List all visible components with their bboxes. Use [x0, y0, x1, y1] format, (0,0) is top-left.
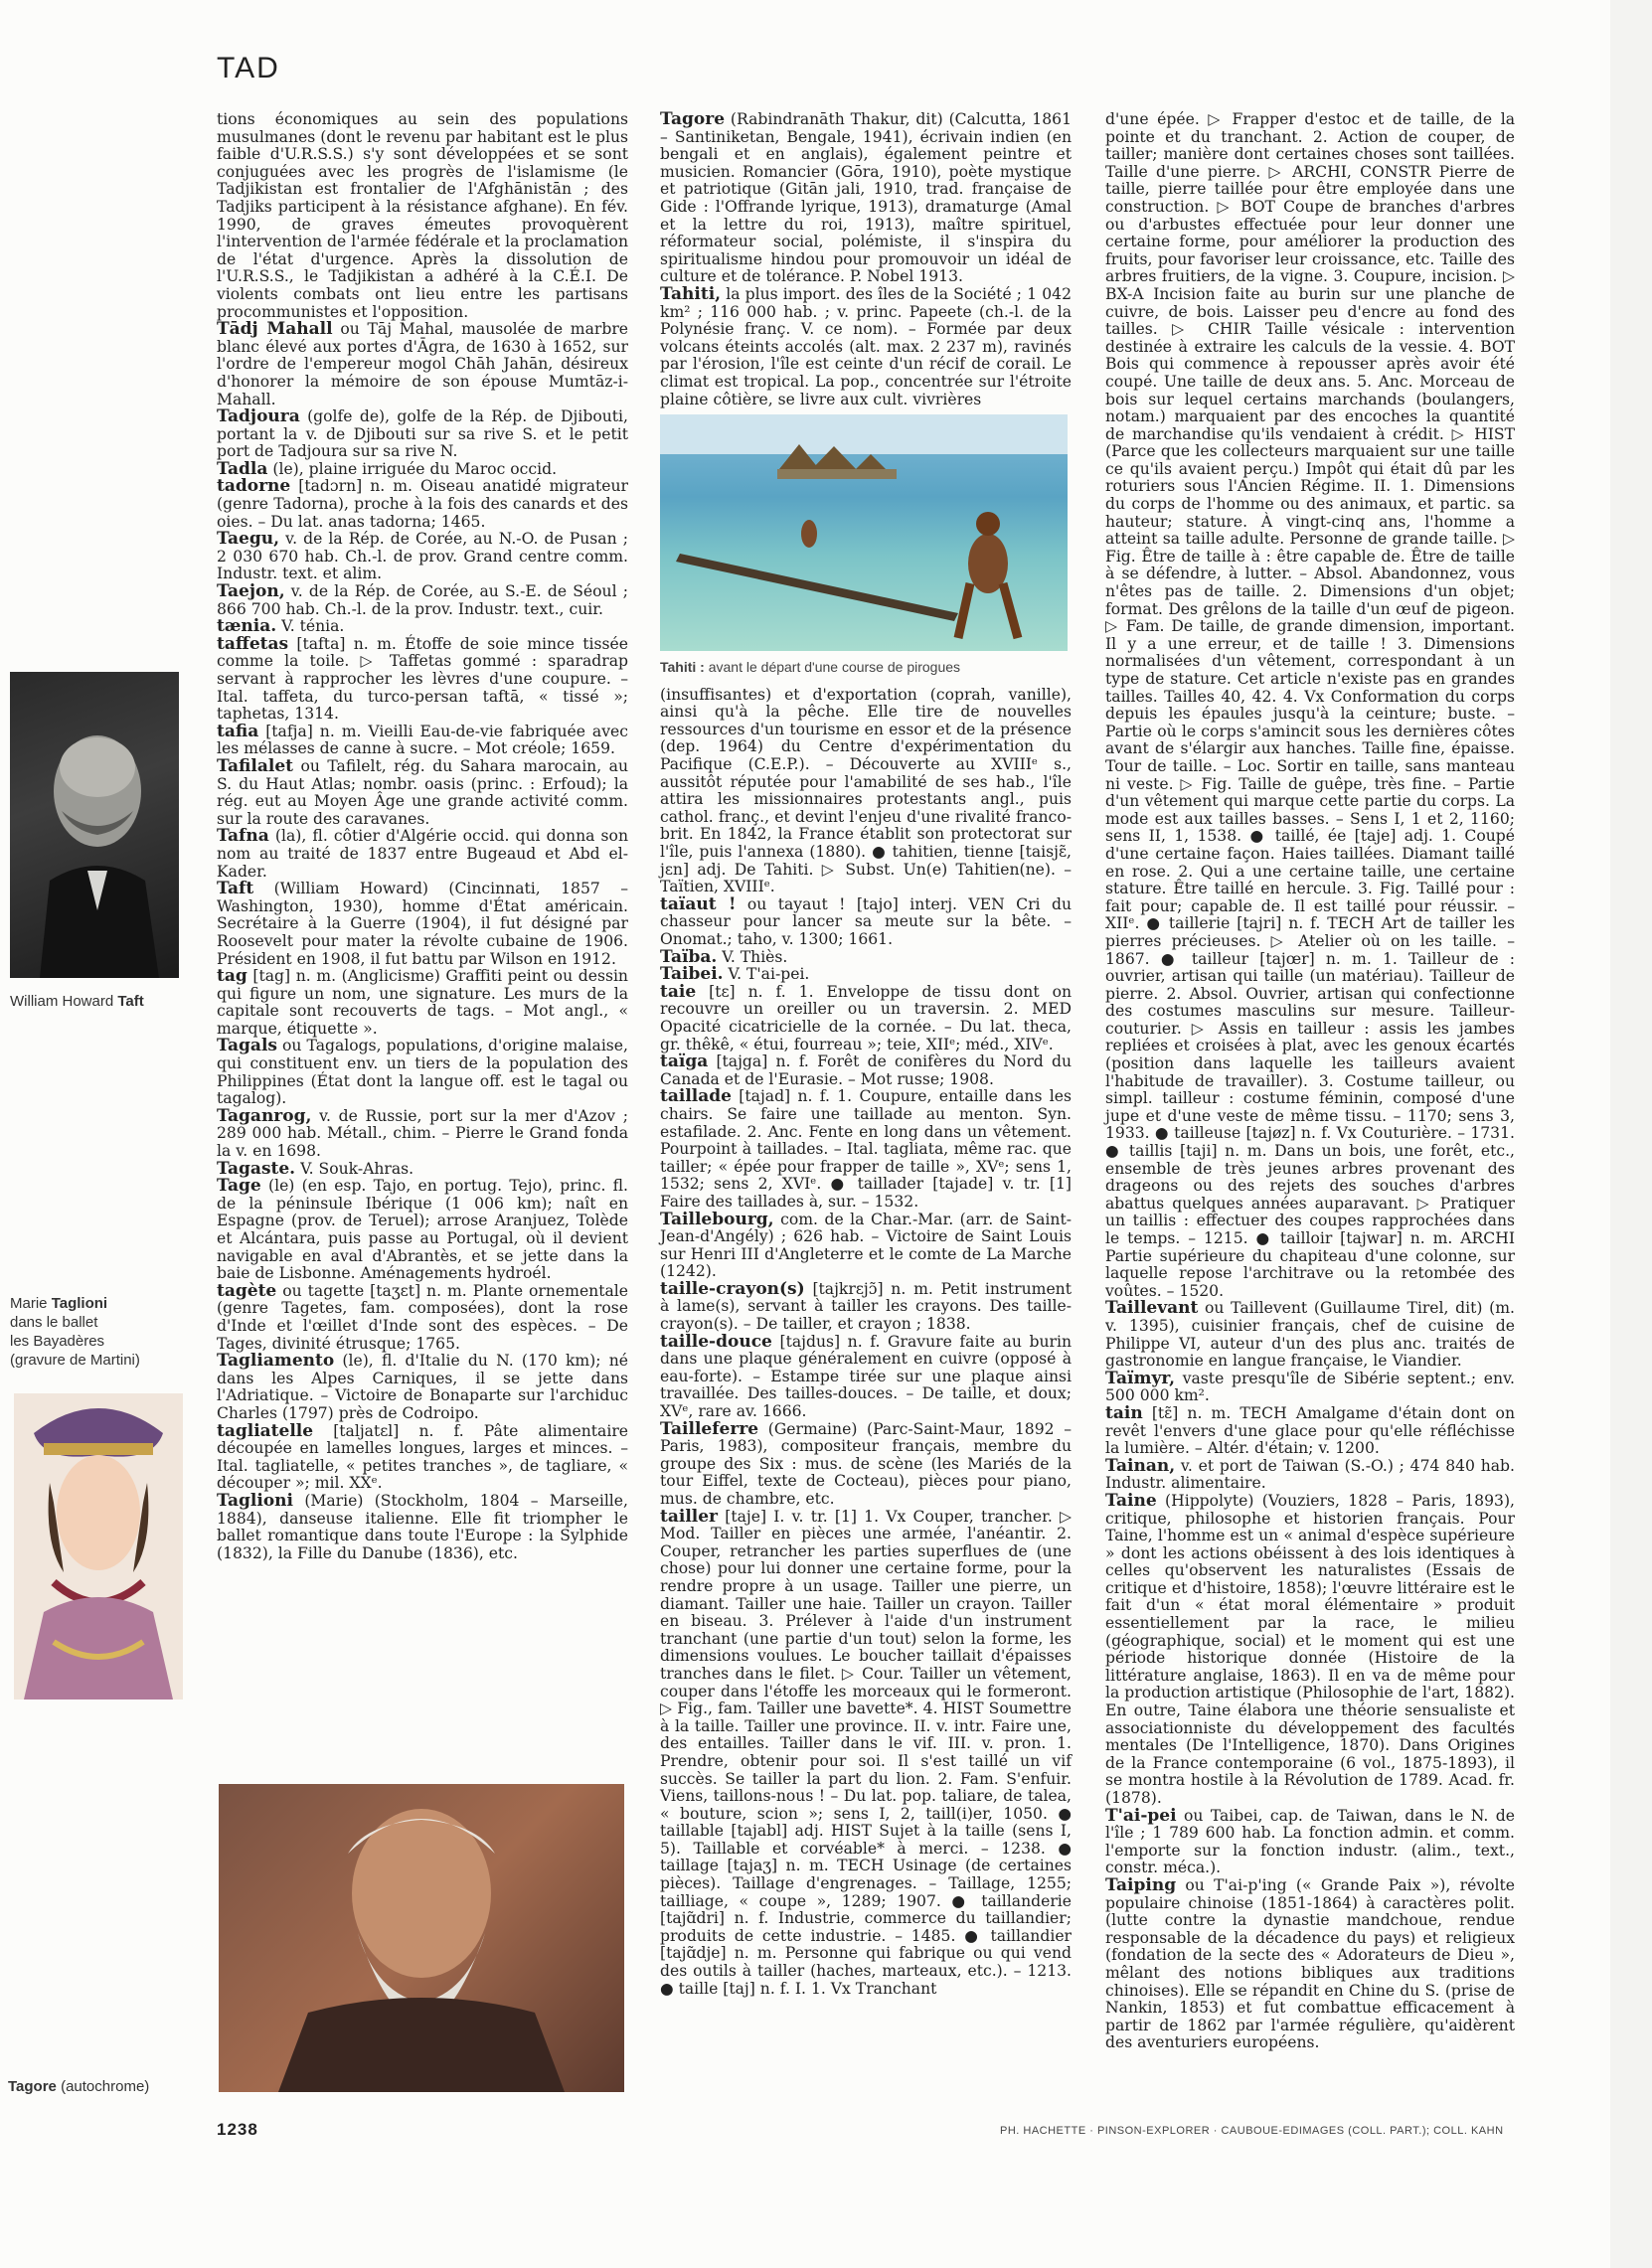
taglioni-caption-name: Marie: [10, 1295, 48, 1312]
dictionary-entry: [660, 893, 1072, 949]
entry-headword: tænia.: [217, 616, 277, 637]
entry-text: [taljatɛl] n. f. Pâte alimentaire découpée en lamelles longues, larges et minces. – Ital. tagliatelle, « petites tranches », de tagliare, « découper »; mil. XXᵉ.: [217, 1421, 629, 1493]
dictionary-entry: [217, 1178, 628, 1283]
entry-text: (William Howard) (Cincinnati, 1857 – Washington, 1930), homme d'État américain. Secrétaire à la Guerre (1904), il fut désigné par Roosevelt pour mater la révolte cubaine de 1906. Président en 1908, il fut battu par Wilson en 1912.: [217, 880, 628, 968]
dictionary-entry: [1105, 1402, 1515, 1458]
tagore-caption: [8, 2077, 149, 2096]
entry-text: (le) (en esp. Tajo, en portug. Tejo), princ. fl. de la péninsule Ibérique (1 006 km); naît en Espagne (prov. de Teruel); arrose Aranjuez, Tolède et Alcántara, puis passe au Portugal, où il devient navigable en aval d'Abrantès, et se jette dans la baie de Lisbonne. Aménagements hydroél.: [217, 1177, 628, 1283]
entry-headword: Taïmyr,: [1105, 1368, 1176, 1388]
entry-headword: tailler: [660, 1506, 719, 1527]
dictionary-entry: [660, 1331, 1072, 1421]
dictionary-entry: [660, 1088, 1072, 1211]
entry-text: d'une épée. ▷ Frapper d'estoc et de taille, de la pointe et du tranchant. 2. Action de couper, de tailler; manière dont certaines choses sont taillées. Taille d'une pierre. ▷ ARCHI, CONSTR Pierre de taille, pierre taillée pour être employée dans une construction. ▷ BOT Coupe de branches d'arbres ou d'arbustes effectuée pour leur donner une certaine forme, pour améliorer la production des fruits, pour favoriser leur croissance, etc. Taille des arbres fruitiers, de la vigne. 3. Coupure, incision. ▷ BX-A Incision faite au burin sur une planche de cuivre, de bois. Laisser peu d'encre au fond des tailles. ▷ CHIR Taille vésicale : intervention destinée à extraire les calculs de la vessie. 4. BOT Bois qui commence à repousser après avoir été coupé. Une taille de deux ans. 5. Anc. Morceau de bois sur lequel certains marchands (boulangers, notam.) marquaient par des encoches la quantité de marchandise qu'ils vendaient à crédit. ▷ HIST (Parce que les collecteurs marquaient sur une taille ce qu'ils avaient perçu.) Impôt qui était dû par les roturiers sous l'Ancien Régime. II. 1. Dimensions du corps de l'homme ou des animaux, et partic. sa hauteur; stature. À vingt-cinq ans, l'homme a atteint sa taille adulte. Personne de grande taille. ▷ Fig. Être de taille à : être capable de. Être de taille à se défendre, à lutter. – Absol. Abandonnez, vous n'êtes pas de taille. 2. Dimensions d'un objet; format. Des grêlons de la taille d'un œuf de pigeon. ▷ Fam. De taille, de grande dimension, important. Il y a une erreur, et de taille ! 3. Dimensions normalisées d'un vêtement, correspondant à un type de stature. Cet article n'existe pas en grandes tailles. Tailles 40, 42. 4. Vx Conformation du corps depuis les épaules jusqu'à la ceinture; buste. – Partie où le corps s'amincit sous les dernières côtes avant de s'élargir aux hanches. Taille fine, épaisse. Tour de taille. – Loc. Sortir en taille, sans manteau ni veste. ▷ Fig. Taille de guêpe, très fine. – Partie d'un vêtement qui marque cette partie du corps. La mode est aux tailles basses. – Sens I, 1 et 2, 1160; sens II, 1, 1538. ● taillé, ée [taje] adj. 1. Coupé d'une certaine façon. Haies taillées. Diamant taillé en rose. 2. Qui a une certaine taille, une certaine stature. Être taillé en hercule. 3. Fig. Taillé pour : fait pour; capable de. Il est taillé pour réussir. – XIIᵉ. ● taillerie [tajri] n. f. TECH Art de tailler les pierres précieuses. ▷ Atelier où on les taille. – 1867. ● tailleur [tajœr] n. m. 1. Tailleur de : ouvrier, artisan qui taille (un matériau). Tailleur de pierre. 2. Absol. Ouvrier, artisan qui confectionne des costumes masculins sur mesure. Tailleur-couturier. ▷ Assis en tailleur : assis les jambes repliées et croisées à plat, avec les genoux écartés (position dans laquelle les tailleurs avaient l'habitude de travailler). 3. Costume tailleur, ou simpl. tailleur : costume féminin, composé d'une jupe et d'une veste de même tissu. – 1170; sens 3, 1933. ● tailleuse [tajøz] n. f. Vx Couturière. – 1731. ● taillis [taji] n. m. Dans un bois, une forêt, etc., ensemble de très jeunes arbres provenant des drageons ou des rejets des souches d'arbres abattus quelques années auparavant. ▷ Pratiquer un taillis : effectuer des coupes rapprochées dans le temps. – 1215. ● tailloir [tajwar] n. m. ARCHI Partie supérieure du chapiteau d'une colonne, sur laquelle repose l'architrave ou la retombée des voûtes. – 1520.: [1105, 110, 1515, 1300]
entry-headword: taille-douce: [660, 1331, 772, 1352]
entry-headword: Tafna: [217, 826, 269, 847]
taft-caption: [10, 992, 144, 1011]
taft-caption-name: William Howard: [10, 993, 114, 1010]
entry-text: com. de la Char.-Mar. (arr. de Saint-Jean-d'Angély) ; 626 hab. – Victoire de Saint Louis sur Henri III d'Angleterre et le comte de La Marche (1242).: [660, 1210, 1072, 1281]
entry-headword: Taillevant: [1105, 1298, 1199, 1319]
entry-headword: Taft: [217, 879, 254, 899]
dictionary-entry: [217, 111, 628, 321]
dictionary-entry: [217, 881, 628, 968]
tagore-caption-rest: (autochrome): [61, 2078, 150, 2095]
entry-headword: Tagals: [217, 1036, 277, 1056]
dictionary-entry: [660, 1278, 1072, 1334]
dictionary-entry: [217, 1280, 628, 1353]
entry-text: ou tagette [taʒɛt] n. m. Plante ornementale (genre Tagetes, fam. composées), dont la rose d'Inde et l'œillet d'Inde sont des espèces. – De Tages, divinité étrusque; 1765.: [217, 1281, 628, 1353]
entry-text: ou Taibei, cap. de Taiwan, dans le N. de l'île ; 1 789 600 hab. La fonction admin. et comm. l'emporte sur la fonction industr. (alim., text., constr. méca.).: [1105, 1806, 1515, 1877]
entry-text: (Marie) (Stockholm, 1804 – Marseille, 1884), danseuse italienne. Elle fit triompher le ballet romantique dans toute l'Europe : la Sylphide (1832), la Fille du Danube (1836), etc.: [217, 1491, 628, 1562]
dictionary-entry: [1105, 1874, 1515, 2052]
page-number: 1238: [217, 2120, 258, 2139]
dictionary-entry: [1105, 1455, 1515, 1493]
entry-text: (le), plaine irriguée du Maroc occid.: [272, 459, 558, 478]
entry-text: v. et port de Taiwan (S.-O.) ; 474 840 hab. Industr. alimentaire.: [1105, 1456, 1515, 1493]
taglioni-caption-line3: les Bayadères: [10, 1333, 105, 1350]
entry-text: [tajad] n. f. 1. Coupure, entaille dans les chairs. Se faire une taillade au menton. Syn. estafilade. 2. Anc. Fente en long dans un vêtement. Pourpoint à taillades. – Ital. tagliata, même rac. que tailler; « épée pour frapper de taille », XVᵉ; sens 1, 1532; sens 2, XVIᵉ. ● taillader [tajade] v. tr. [1] Faire des taillades à, sur. – 1532.: [660, 1087, 1072, 1211]
entry-text: [tajdus] n. f. Gravure faite au burin dans une plaque généralement en cuivre (opposé à eau-forte). – Estampe tirée sur une plaque ainsi travaillée. Des tailles-douces. – De taille, et doux; XVᵉ, rare av. 1666.: [660, 1332, 1072, 1421]
dictionary-entry: [660, 966, 1072, 984]
entry-headword: Tainan,: [1105, 1455, 1176, 1476]
taft-caption-bold: Taft: [117, 993, 144, 1010]
dictionary-entry: [217, 1490, 628, 1562]
entry-headword: Taglioni: [217, 1490, 293, 1511]
dictionary-entry: [217, 408, 628, 461]
tagore-autochrome: [219, 1784, 624, 2092]
entry-text: [tajkrɛjɔ̃] n. m. Petit instrument à lame(s), servant à tailler les crayons. Des taille-crayon(s). – De tailler, et crayon ; 1838.: [660, 1279, 1072, 1334]
entry-text: V. Souk-Ahras.: [300, 1159, 414, 1178]
entry-headword: Tage: [217, 1176, 261, 1197]
entry-headword: tag: [217, 966, 248, 987]
entry-headword: Tadla: [217, 458, 268, 479]
dictionary-entry: [217, 1353, 628, 1422]
taglioni-caption-line4: (gravure de Martini): [10, 1352, 140, 1369]
dictionary-entry: [217, 633, 628, 724]
dictionary-entry: [660, 1506, 1072, 1999]
entry-headword: Tagaste.: [217, 1158, 296, 1179]
entry-headword: T'ai-pei: [1105, 1805, 1177, 1826]
entry-text: [tafja] n. m. Vieilli Eau-de-vie fabriquée avec les mélasses de canne à sucre. – Mot créole; 1659.: [217, 722, 628, 758]
entry-text: ou Tafilelt, rég. du Sahara marocain, au S. du Haut Atlas; nombr. oasis (princ. : Erfoud); la rég. eut au Moyen Âge une grande activité comm. sur la route des caravanes.: [217, 756, 628, 828]
entry-text: ou Tagalogs, populations, d'origine malaise, qui constituent env. un tiers de la population des Philippines (État dont la langue off. est le tagal ou tagalog).: [217, 1037, 628, 1108]
entry-headword: Taganrog,: [217, 1105, 312, 1126]
entry-headword: taïga: [660, 1052, 709, 1072]
entry-text: [taje] I. v. tr. [1] 1. Vx Couper, trancher. ▷ Mod. Tailler en pièces une armée, l'anéantir. 2. Couper, retrancher les parties superflues de (une chose) pour lui donner une certaine forme, pour la rendre propre à un usage. Tailler une pierre, un diamant. Tailler une haie. Tailler un crayon. Tailler en biseau. 3. Prélever à l'aide d'un instrument tranchant (une partie d'un tout) selon la forme, les dimensions voulues. Le boucher taillait d'épaisses tranches dans le filet. ▷ Cour. Tailler un vêtement, couper dans l'étoffe les morceaux qui le formeront. ▷ Fig., fam. Tailler une bavette*. 4. HIST Soumettre à la taille. Tailler une province. II. v. intr. Faire une, des entailles. Tailler dans le vif. III. v. pron. 1. Prendre, obtenir pour soi. Il s'est taillé un vif succès. Se tailler la part du lion. 2. Fam. S'enfuir. Viens, taillons-nous ! – Du lat. pop. taliare, de talea, « bouture, scion »; sens I, 2, taill(i)er, 1050. ● taillable [tajabl] adj. HIST Sujet à la taille (sens I, 5). Taillable et corvéable* à merci. – 1238. ● taillage [tajaʒ] n. m. TECH Usinage (de certaines pièces). Taillage d'engrenages. – Taillage, 1255; tailliage, « coupe », 1289; 1907. ● taillanderie [tajɑ̃dri] n. f. Industrie, commerce du taillandier; produits de cette industrie. – 1485. ● taillandier [tajɑ̃dje] n. m. Personne qui fabrique ou qui vend des outils à tailler (haches, marteaux, etc.). – 1213. ● taille [taj] n. f. I. 1. Vx Tranchant: [660, 1507, 1072, 1998]
tahiti-photo-image: [660, 414, 1068, 651]
dictionary-entry: [217, 321, 628, 408]
entry-text: [tafta] n. m. Étoffe de soie mince tissée comme la toile. ▷ Taffetas gommé : sparadrap servant à rapprocher les lèvres d'une coupure. – Ital. taffeta, du turco-persan taftā, « tissé »; taphetas, 1314.: [217, 634, 628, 724]
dictionary-entry: [660, 1209, 1072, 1281]
photo-credits: PH. HACHETTE · PINSON-EXPLORER · CAUBOUE-EDIMAGES (COLL. PART.); COLL. KAHN: [1000, 2125, 1504, 2137]
dictionary-entry: [217, 1038, 628, 1107]
entry-text: (Germaine) (Parc-Saint-Maur, 1892 – Paris, 1983), compositeur français, membre du groupe des Six : mus. de scène (les Mariés de la tour Eiffel, texte de Cocteau), pièces pour piano, mus. de chambre, etc.: [660, 1419, 1072, 1508]
entry-text: V. Thiès.: [722, 947, 788, 966]
tagore-autochrome-image: [219, 1784, 624, 2092]
taglioni-engraving-image: [14, 1393, 183, 1700]
dictionary-entry: [660, 1418, 1072, 1509]
entry-headword: Tagliamento: [217, 1351, 335, 1372]
entry-text: tions économiques au sein des populations musulmanes (dont le revenu par habitant est le plus faible d'U.R.S.S.) s'y sont développées et se sont conjuguées avec les progrès de l'islamisme (le Tadjikistan est frontalier de l'Afghānistān ; des Tadjiks participent à la résistance afghane). En fév. 1990, de graves émeutes provoquèrent l'intervention de l'armée fédérale et la proclamation de l'état d'urgence. Après la dissolution de l'U.R.S.S., le Tadjikistan a adhéré à la C.É.I. De violents combats ont lieu entre les partisans procommunistes et l'opposition.: [217, 110, 628, 321]
taglioni-caption-line2: dans le ballet: [10, 1314, 98, 1331]
entry-headword: taie: [660, 981, 697, 1002]
entry-headword: Taiping: [1105, 1874, 1177, 1895]
entry-text: (golfe de), golfe de la Rép. de Djibouti, portant la v. de Djibouti sur sa rive S. et le petit port de Tadjoura sur sa rive N.: [217, 407, 628, 461]
entry-headword: Tadjoura: [217, 406, 300, 427]
entry-text: (Rabindranāth Thakur, dit) (Calcutta, 1861 – Santiniketan, Bengale, 1941), écrivain indien (en bengali et en anglais), également peintre et musicien. Romancier (Gōra, 1910), poète mystique et patriotique (Gitān jali, 1910, trad. française de Gide : l'Offrande lyrique, 1913), dramaturge (Amal et la lettre du roi, 1913), maître spirituel, réformateur social, polémiste, il s'inspira du spiritualisme hindou pour promouvoir un idéal de culture et de tolérance. P. Nobel 1913.: [660, 110, 1072, 286]
taglioni-caption-bold: Taglioni: [51, 1295, 108, 1312]
entry-text: (insuffisantes) et d'exportation (coprah, vanille), ainsi qu'à la pêche. Elle tire de nouvelles ressources d'un tourisme en essor et de la présence (dep. 1964) du Centre d'expérimentation du Pacifique (C.E.P.). – Découverte au XVIIIᵉ s., aussitôt réputée pour l'amabilité de ses hab., l'île attira les missionnaires protestants angl., puis cathol. franç., et devint l'enjeu d'une rivalité franco-brit. En 1842, la France établit son protectorat sur l'île, puis l'annexa (1880). ● tahitien, tienne [taisjɛ̃, jɛn] adj. De Tahiti. ▷ Subst. Un(e) Tahitien(ne). – Taïtien, XVIIIᵉ.: [660, 685, 1072, 896]
entry-text: vaste presqu'île de Sibérie septent.; env. 500 000 km².: [1105, 1369, 1515, 1405]
entry-text: ou Taillevent (Guillaume Tirel, dit) (m. v. 1395), cuisinier français, chef de cuisine de Philippe VI, auteur d'un des plus anc. traités de gastronomie en langue française, le Viandier.: [1105, 1299, 1515, 1371]
column-1: [217, 111, 628, 1562]
page-edge: [1610, 0, 1652, 2268]
dictionary-entry: [217, 968, 628, 1038]
dictionary-entry: [660, 283, 1072, 408]
entry-text: [tɛ̃] n. m. TECH Amalgame d'étain dont on revêt l'envers d'une glace pour qu'elle réfléchisse la lumière. – Altér. d'étain; v. 1200.: [1105, 1403, 1515, 1458]
dictionary-entry: [1105, 1368, 1515, 1405]
entry-headword: taille-crayon(s): [660, 1278, 805, 1299]
entry-headword: tagliatelle: [217, 1420, 314, 1441]
dictionary-entry: [217, 1420, 629, 1493]
entry-text: [tɛ] n. f. 1. Enveloppe de tissu dont on recouvre un oreiller ou un traversin. 2. MED Opacité cicatricielle de la cornée. – Du lat. theca, gr. thêkê, « étui, fourreau »; teie, XIIᵉ; méd., XIVᵉ.: [660, 982, 1072, 1053]
dictionary-entry: [217, 478, 628, 531]
dictionary-entry: [217, 531, 628, 583]
entry-headword: Tādj Mahall: [217, 319, 333, 340]
entry-text: v. de Russie, port sur la mer d'Azov ; 289 000 hab. Métall., chim. – Pierre le Grand fonda la v. en 1698.: [217, 1106, 628, 1161]
entry-headword: Taïba.: [660, 946, 718, 967]
tahiti-caption: [660, 659, 1072, 677]
entry-text: V. T'ai-pei.: [728, 965, 810, 984]
dictionary-entry: [1105, 111, 1515, 1300]
dictionary-entry: [217, 1158, 628, 1179]
entry-text: (la), fl. côtier d'Algérie occid. qui donna son nom au traité de 1837 entre Bugeaud et Abd el-Kader.: [217, 827, 628, 881]
entry-headword: Taibei.: [660, 964, 724, 985]
entry-headword: tagète: [217, 1280, 277, 1301]
dictionary-entry: [1105, 1490, 1515, 1808]
entry-headword: Tahiti,: [660, 283, 722, 304]
tahiti-caption-rest: avant le départ d'une course de pirogues: [708, 659, 961, 676]
running-head: TAD: [217, 52, 280, 84]
dictionary-entry: [660, 981, 1072, 1053]
taglioni-caption: [10, 1294, 140, 1370]
entry-headword: Taejon,: [217, 581, 285, 602]
entry-headword: tadorne: [217, 476, 291, 497]
entry-text: ou tayaut ! [tajo] interj. VEN Cri du chasseur pour lancer sa meute sur la bête. – Onomat.; taho, v. 1300; 1661.: [660, 894, 1072, 948]
dictionary-entry: [660, 687, 1072, 896]
entry-headword: Taillebourg,: [660, 1209, 774, 1229]
dictionary-entry: [660, 111, 1072, 286]
dictionary-entry: [217, 1105, 628, 1161]
entry-headword: tain: [1105, 1402, 1143, 1423]
entry-headword: taïaut !: [660, 893, 737, 914]
entry-text: v. de la Rép. de Corée, au N.-O. de Pusan ; 2 030 670 hab. Ch.-l. de prov. Grand centre comm. Industr. text. et alim.: [217, 530, 628, 583]
entry-headword: Tailleferre: [660, 1418, 759, 1439]
entry-headword: taillade: [660, 1086, 732, 1107]
tahiti-caption-bold: Tahiti :: [660, 659, 705, 676]
dictionary-entry: [1105, 1300, 1515, 1370]
entry-headword: Tagore: [660, 109, 726, 129]
dictionary-entry: [660, 1053, 1072, 1088]
entry-headword: Tafilalet: [217, 755, 293, 776]
entry-text: ou Tāj Mahal, mausolée de marbre blanc élevé aux portes d'Āgra, de 1630 à 1652, sur l'ordre de l'empereur mogol Chāh Jahān, désireux d'honorer la mémoire de son épouse Mumtāz-i-Mahall.: [217, 320, 629, 408]
dictionary-entry: [217, 583, 628, 618]
entry-text: (Hippolyte) (Vouziers, 1828 – Paris, 1893), critique, philosophe et historien français. Pour Taine, l'homme est un « animal d'espèce supérieure » dont les actions obéissent à des lois identiques à celles qu'observent les naturalistes (Essais de critique et d'histoire, 1858); l'œuvre littéraire est le fait d'un « état moral élémentaire » produit essentiellement par la race, le milieu (géographique, social) et le moment qui est une période historique donnée (Histoire de la littérature anglaise, 1863). Il en va de même pour la production artistique (Philosophie de l'art, 1882). En outre, Taine élabora une théorie sensualiste et associationniste du développement des facultés mentales (De l'Intelligence, 1870). Dans Origines de la France contemporaine (6 vol., 1875-1893), il se montra hostile à la Révolution de 1789. Acad. fr. (1878).: [1105, 1491, 1515, 1807]
taft-portrait: [10, 672, 179, 978]
entry-headword: taffetas: [217, 633, 289, 654]
entry-text: [tadɔrn] n. m. Oiseau anatidé migrateur (genre Tadorna), proche à la fois des canards et des oies. – Du lat. anas tadorna; 1465.: [217, 477, 628, 531]
entry-text: V. ténia.: [281, 617, 345, 636]
taft-portrait-image: [10, 672, 179, 978]
dictionary-entry: [217, 721, 628, 758]
dictionary-entry: [1105, 1805, 1515, 1877]
entry-headword: tafia: [217, 721, 259, 741]
entry-text: ou T'ai-p'ing (« Grande Paix »), révolte populaire chinoise (1851-1864) à caractères polit. (lutte contre la dynastie mandchoue, rendue responsable de la décadence du pays) et religieux (fondation de la secte des « Adorateurs de Dieu », mêlant des notions bibliques aux traditions chinoises). Elle se répandit en Chine du S. (prise de Nankin, 1853) et fut combattue efficacement à partir de 1862 par l'armée régulière, qu'aidèrent des aventuriers européens.: [1105, 1875, 1515, 2052]
entry-text: [tajga] n. f. Forêt de conifères du Nord du Canada et de l'Eurasie. – Mot russe; 1908.: [660, 1053, 1072, 1088]
column-2: [660, 111, 1072, 1998]
entry-text: [tag] n. m. (Anglicisme) Graffiti peint ou dessin qui figure un nom, une signature. Les murs de la capitale sont recouverts de tags. – Mot angl., « marque, étiquette ».: [217, 967, 628, 1038]
tahiti-photo: [660, 414, 1068, 651]
entry-text: la plus import. des îles de la Société ; 1 042 km² ; 116 000 hab. ; v. princ. Papeete (ch.-l. de la Polynésie franç. V. ce nom). – Formée par deux volcans éteints accolés (alt. max. 2 237 m), ravinés par l'érosion, l'île est ceinte d'un récif de corail. Le climat est tropical. La pop., concentrée sur l'étroite plaine côtière, se livre aux cult. vivrières: [660, 284, 1072, 408]
entry-text: (le), fl. d'Italie du N. (170 km); né dans les Alpes Carniques, il se jette dans l'Adriatique. – Victoire de Bonaparte sur l'archiduc Charles (1797) près de Codroipo.: [217, 1352, 628, 1422]
entry-headword: Taine: [1105, 1490, 1157, 1511]
entry-headword: Taegu,: [217, 529, 280, 550]
column-3: [1105, 111, 1515, 2052]
dictionary-entry: [217, 755, 628, 828]
tagore-caption-bold: Tagore: [8, 2078, 57, 2095]
dictionary-entry: [217, 828, 628, 881]
entry-text: v. de la Rép. de Corée, au S.-E. de Séoul ; 866 700 hab. Ch.-l. de la prov. Industr. text., cuir.: [217, 582, 628, 618]
taglioni-engraving: [14, 1393, 183, 1700]
